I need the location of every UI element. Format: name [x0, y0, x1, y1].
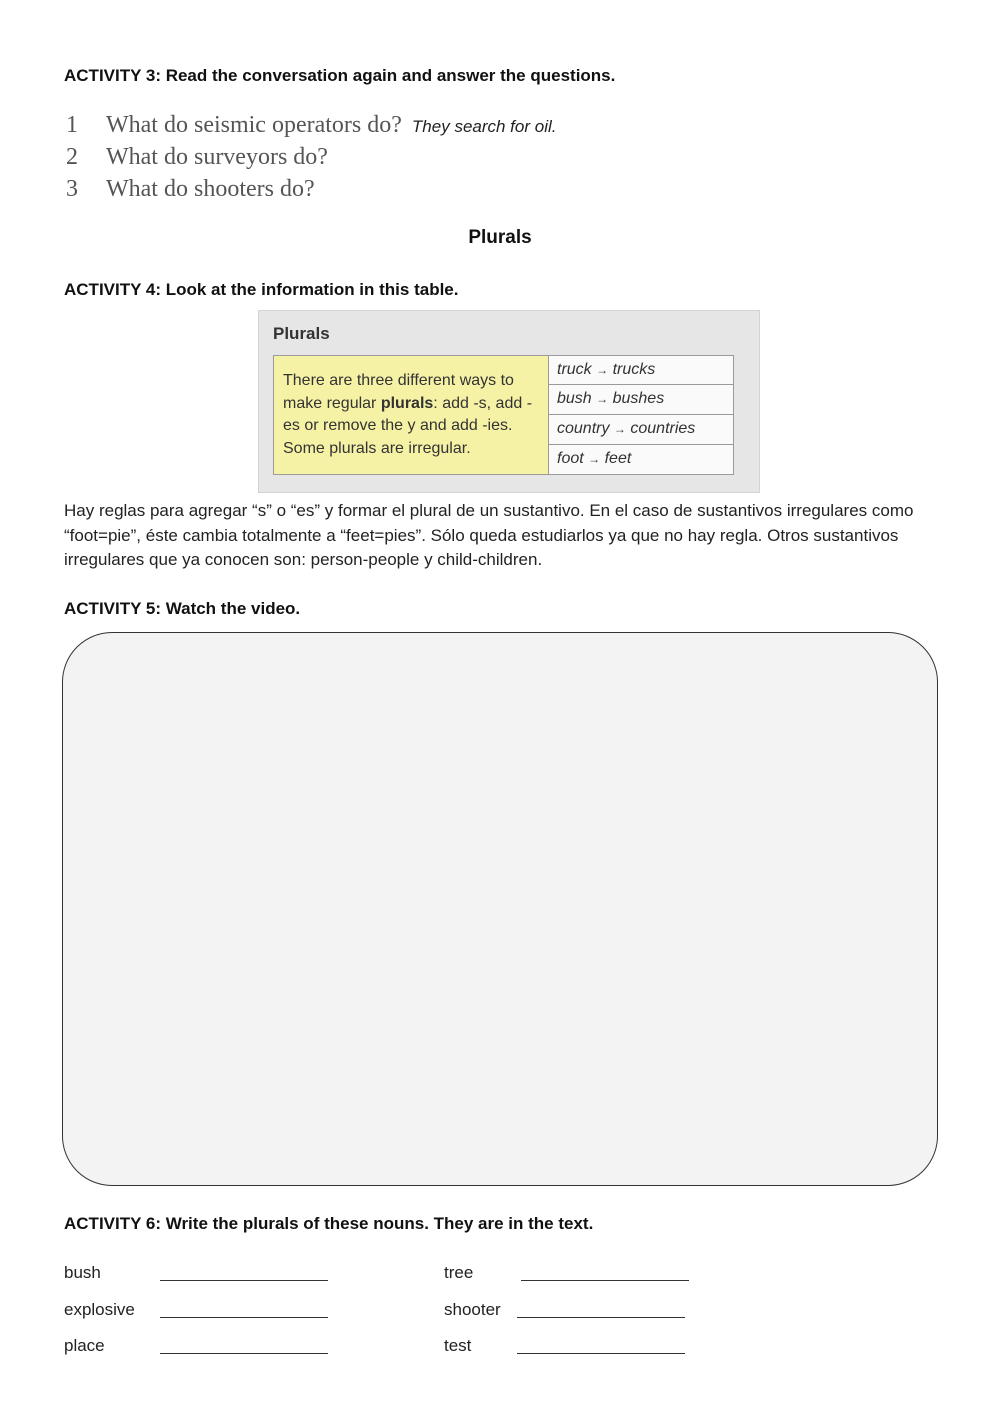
singular: bush [557, 390, 592, 407]
noun-label: tree [444, 1263, 474, 1282]
explanation-paragraph: Hay reglas para agregar “s” o “es” y formar el plural de un sustantivo. En el caso de sustantivos irregulares como “foot=pie”, éste cambia totalmente a “feet=pies”. Sólo queda estudiarlos ya que no hay regla. Otros sustantivos irregulares que ya conocen son: person-people y child-children. [64, 501, 914, 569]
singular: truck [557, 361, 592, 378]
rule-box [273, 355, 549, 475]
answer-blank[interactable] [517, 1317, 685, 1318]
examples-table [548, 355, 734, 475]
answer-blank[interactable] [160, 1280, 328, 1281]
arrow-icon: → [588, 452, 601, 466]
activity4-heading: ACTIVITY 4: Look at the information in this table. [64, 280, 459, 299]
answer-blank[interactable] [517, 1353, 685, 1354]
example-row [548, 415, 734, 445]
plural: bushes [612, 390, 665, 407]
rule-text-2: : add -s, add -es or remove the y and add -ies. Some plurals are irregular. [283, 394, 533, 457]
example-row [548, 385, 734, 415]
question-text: What do surveyors do? [106, 144, 328, 170]
section-title: Plurals [468, 227, 532, 248]
noun-label: shooter [444, 1300, 501, 1319]
example-row [548, 355, 734, 385]
example-row [548, 445, 734, 475]
answer-blank[interactable] [160, 1353, 328, 1354]
plural: trucks [612, 361, 656, 378]
answer-blank[interactable] [160, 1317, 328, 1318]
answer-text: They search for oil. [411, 117, 557, 136]
activity6-heading: ACTIVITY 6: Write the plurals of these nouns. They are in the text. [64, 1214, 594, 1233]
question-2 [66, 144, 328, 171]
noun-label: place [64, 1336, 105, 1355]
activity5-heading: ACTIVITY 5: Watch the video. [64, 599, 301, 618]
question-3 [66, 176, 315, 203]
activity3-heading: ACTIVITY 3: Read the conversation again and answer the questions. [64, 66, 616, 85]
noun-label: explosive [64, 1300, 135, 1319]
question-number: 2 [66, 144, 78, 170]
video-player[interactable] [62, 632, 938, 1186]
question-number: 3 [66, 176, 78, 202]
plural: feet [604, 450, 632, 467]
arrow-icon: → [596, 363, 609, 377]
arrow-icon: → [613, 422, 626, 436]
singular: foot [557, 450, 584, 467]
answer-blank[interactable] [521, 1280, 689, 1281]
table-title: Plurals [273, 324, 330, 343]
noun-label: bush [64, 1263, 101, 1282]
rule-text-1: There are three different ways to make regular [283, 372, 514, 412]
singular: country [557, 420, 610, 437]
plural: countries [630, 420, 696, 437]
noun-label: test [444, 1336, 472, 1355]
rule-bold: plurals [380, 394, 434, 412]
question-text: What do seismic operators do? [106, 112, 402, 138]
question-text: What do shooters do? [106, 176, 315, 202]
question-number: 1 [66, 112, 78, 138]
question-1 [66, 112, 556, 139]
plurals-table [258, 310, 760, 493]
arrow-icon: → [596, 392, 609, 406]
